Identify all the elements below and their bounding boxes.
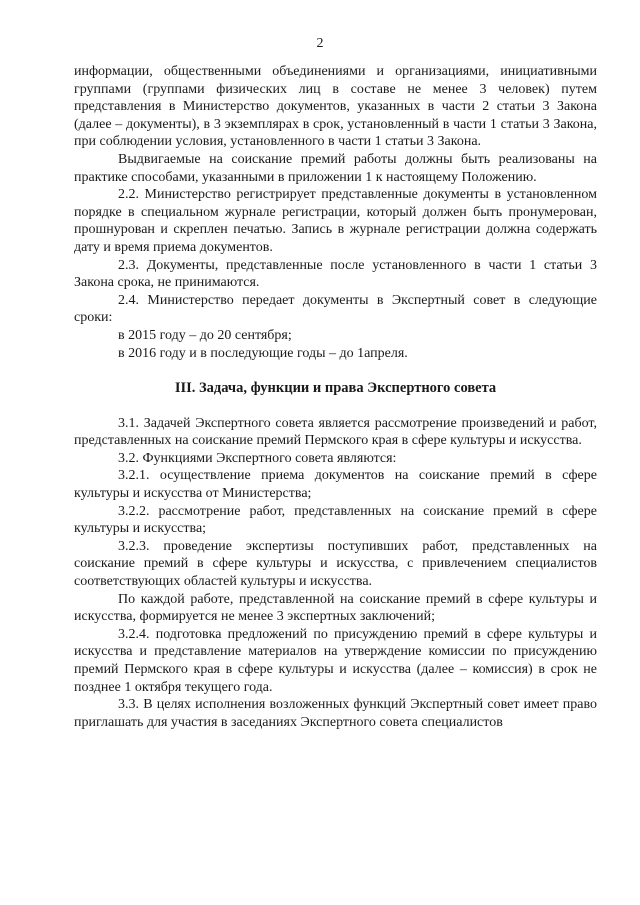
paragraph-2-2: 2.2. Министерство регистрирует представленные документы в установленном порядке в специальном журнале регистрации, который должен быть пронумерован, прошнурован и скреплен печатью. Запись в журнале регистрации должна содержать дату и время приема документов.	[74, 187, 597, 255]
deadline-2015: в 2015 году – до 20 сентября;	[118, 327, 292, 343]
paragraph-3-3: 3.3. В целях исполнения возложенных функций Экспертный совет имеет право приглашать для участия в заседаниях Экспертного совета специалистов	[74, 697, 597, 730]
paragraph-continuation: информации, общественными объединениями и организациями, инициативными группами (группами физических лиц в составе не менее 3 человек) путем представления в Министерство документов, указанных в части 2 статьи 3 Закона (далее – документы), в 3 экземплярах в срок, установленный в части 1 статьи 3 Закона, при соблюдении условия, установленного в части 1 статьи 3 Закона.	[74, 64, 597, 150]
section-heading: III. Задача, функции и права Экспертного совета	[174, 380, 497, 397]
deadline-2016: в 2016 году и в последующие годы – до 1апреля.	[118, 345, 408, 361]
paragraph-3-2-2: 3.2.2. рассмотрение работ, представленных на соискание премий в сфере культуры и искусства;	[74, 503, 597, 537]
paragraph-3-1: 3.1. Задачей Экспертного совета является рассмотрение произведений и работ, представленных на соискание премий Пермского края в сфере культуры и искусства.	[74, 415, 597, 449]
paragraph-2-4: 2.4. Министерство передает документы в Экспертный совет в следующие сроки:	[74, 292, 597, 326]
paragraph-3-2-4: 3.2.4. подготовка предложений по присуждению премий в сфере культуры и искусства и представление материалов на утверждение комиссии по присуждению премий Пермского края в сфере культуры и искусства (далее – комиссия) в срок не позднее 1 октября текущего года.	[74, 626, 597, 695]
paragraph-3-2: 3.2. Функциями Экспертного совета являются:	[118, 450, 397, 466]
paragraph-3-2-3: 3.2.3. проведение экспертизы поступивших работ, представленных на соискание премий в сфере культуры и искусства, с привлечением специалистов соответствующих областей культуры и искусства.	[74, 538, 597, 590]
document-body	[74, 63, 597, 731]
page-number: 2	[316, 36, 324, 51]
paragraph-3-2-1: 3.2.1. осуществление приема документов на соискание премий в сфере культуры и искусства от Министерства;	[74, 468, 597, 502]
paragraph-expert-conclusions: По каждой работе, представленной на соискание премий в сфере культуры и искусства, формируется не менее 3 экспертных заключений;	[74, 591, 597, 625]
paragraph-2-3: 2.3. Документы, представленные после установленного в части 1 статьи 3 Закона срока, не принимаются.	[74, 257, 597, 291]
paragraph-works-implementation: Выдвигаемые на соискание премий работы должны быть реализованы на практике способами, указанными в приложении 1 к настоящему Положению.	[74, 151, 597, 185]
